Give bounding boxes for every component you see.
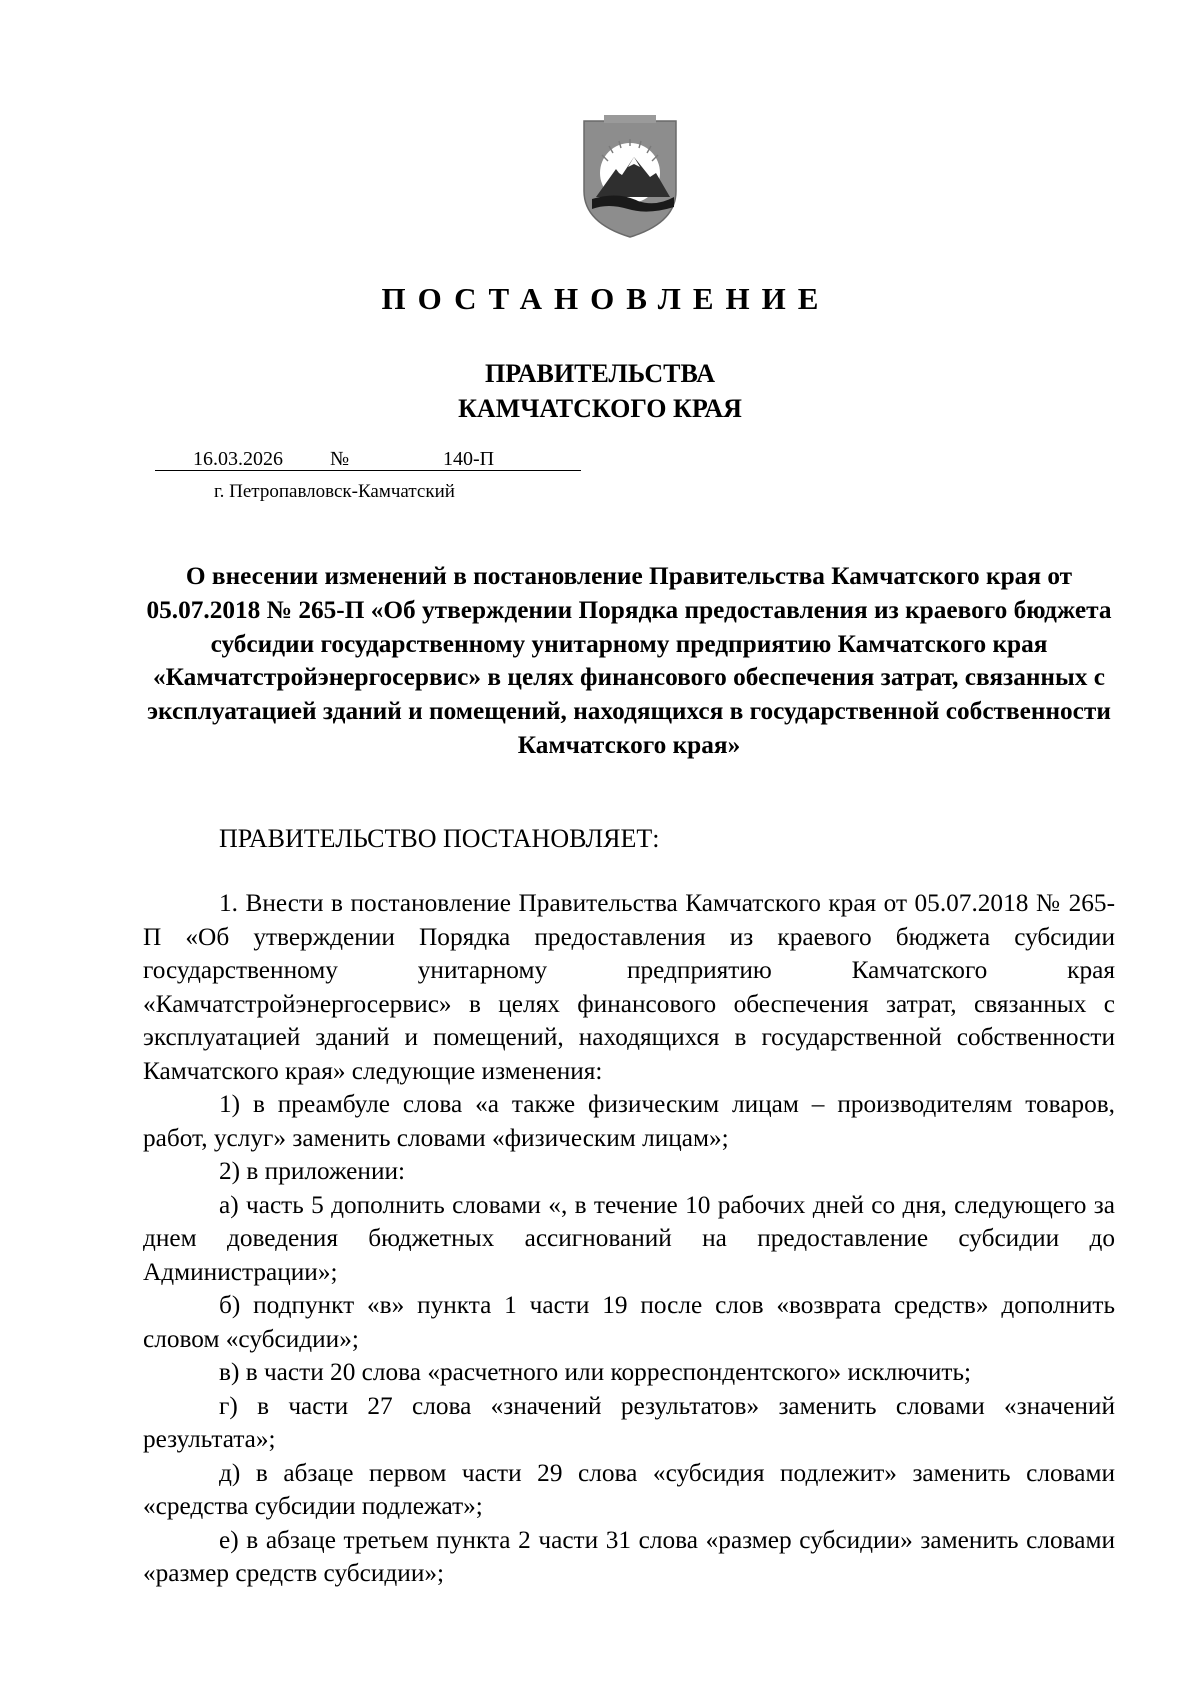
- paragraph: д) в абзаце первом части 29 слова «субсидия подлежит» заменить словами «средства субсидии подлежат»;: [143, 1458, 1115, 1520]
- authority-line-1: ПРАВИТЕЛЬСТВА: [485, 359, 715, 388]
- paragraph: а) часть 5 дополнить словами «, в течение 10 рабочих дней со дня, следующего за днем доведения бюджетных ассигнований на предоставление субсидии до Администрации»;: [143, 1190, 1115, 1286]
- paragraph: 1. Внести в постановление Правительства Камчатского края от 05.07.2018 № 265-П «Об утверждении Порядка предоставления из краевого бюджета субсидии государственному унитарному предприятию Камчатского края «Камчатстройэнергосервис» в целях финансового обеспечения затрат, связанных с эксплуатацией зданий и помещений, находящихся в государственной собственности Камчатского края» следующие изменения:: [143, 889, 1115, 1085]
- document-type-heading: ПОСТАНОВЛЕНИЕ: [381, 281, 831, 316]
- authority-line-2: КАМЧАТСКОГО КРАЯ: [458, 394, 742, 423]
- kamchatka-coat-of-arms-icon: [578, 111, 682, 239]
- paragraph: 1) в преамбуле слова «а также физическим лицам – производителям товаров, работ, услуг» заменить словами «физическим лицам»;: [143, 1090, 1115, 1152]
- registration-line: [155, 448, 581, 471]
- paragraph: 2) в приложении:: [219, 1157, 406, 1185]
- city-name: г. Петропавловск-Камчатский: [214, 481, 455, 502]
- paragraph: г) в части 27 слова «значений результатов» заменить словами «значений результата»;: [143, 1391, 1115, 1453]
- registration-date: 16.03.2026: [193, 448, 283, 470]
- document-body: [143, 887, 1115, 1591]
- issuing-authority: [0, 356, 1200, 426]
- registration-number: 140-П: [443, 448, 495, 470]
- paragraph: е) в абзаце третьем пункта 2 части 31 слова «размер субсидии» заменить словами «размер средств субсидии»;: [143, 1525, 1115, 1587]
- document-title: О внесении изменений в постановление Правительства Камчатского края от 05.07.2018 № 265-П «Об утверждении Порядка предоставления из краевого бюджета субсидии государственному унитарному предприятию Камчатского края «Камчатстройэнергосервис» в целях финансового обеспечения затрат, связанных с эксплуатацией зданий и помещений, находящихся в государственной собственности Камчатского края»: [146, 562, 1112, 759]
- paragraph: б) подпункт «в» пункта 1 части 19 после слов «возврата средств» дополнить словом «субсидии»;: [143, 1291, 1115, 1353]
- decree-statement: ПРАВИТЕЛЬСТВО ПОСТАНОВЛЯЕТ:: [219, 824, 660, 853]
- number-sign: №: [330, 448, 350, 470]
- paragraph: в) в части 20 слова «расчетного или корреспондентского» исключить;: [219, 1358, 972, 1386]
